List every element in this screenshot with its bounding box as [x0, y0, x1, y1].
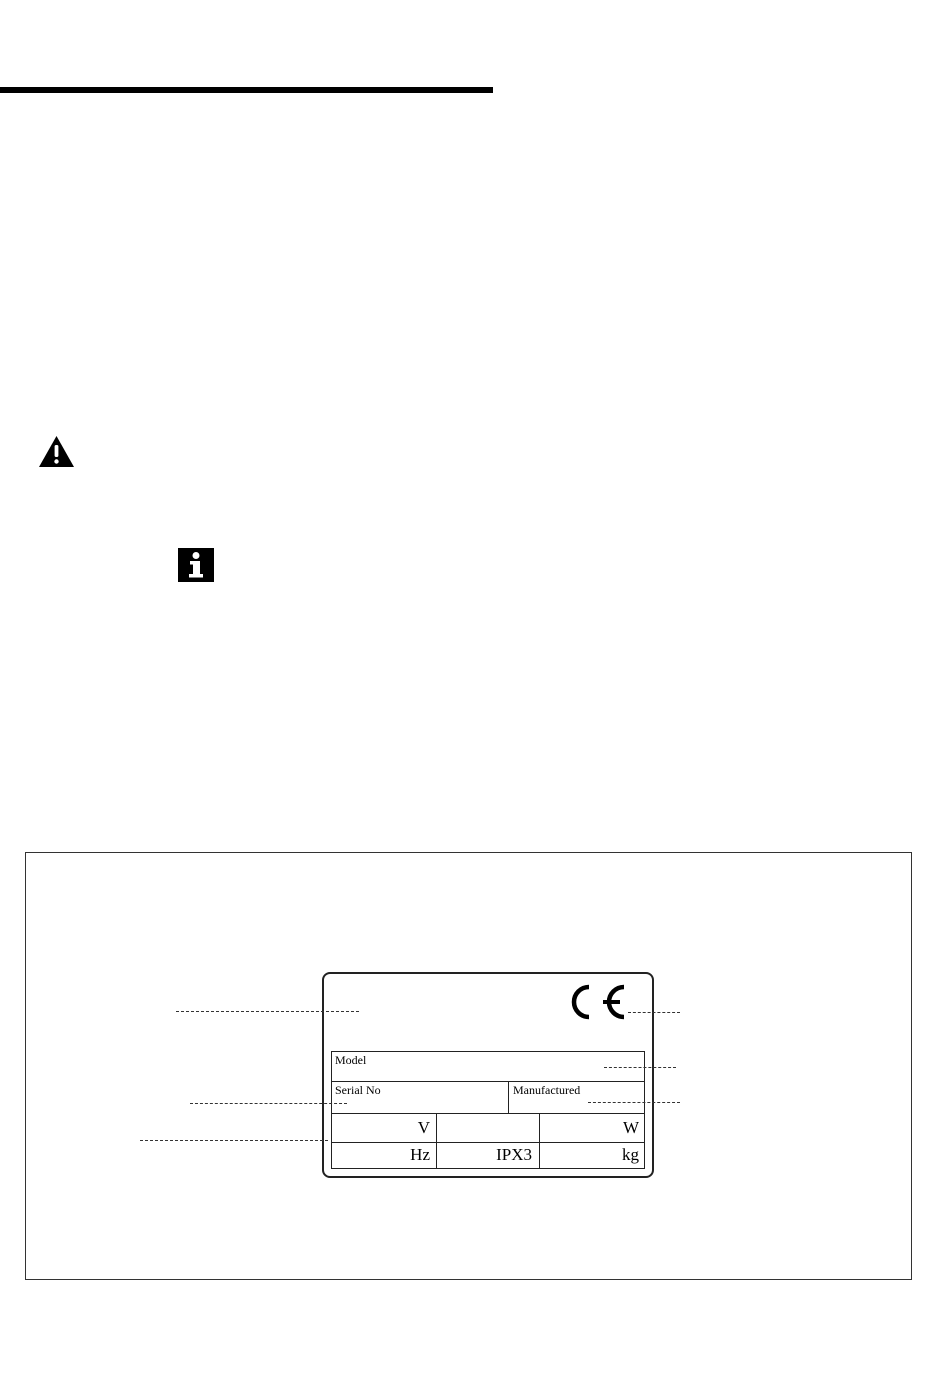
weight-unit: kg: [622, 1145, 639, 1164]
leader-line-left-1: [176, 1011, 359, 1012]
protection-rating: IPX3: [496, 1145, 532, 1164]
electrical-divider-1: [436, 1114, 437, 1142]
electrical-divider-2: [539, 1114, 540, 1142]
leader-line-left-2: [190, 1103, 347, 1104]
ce-mark: [556, 983, 630, 1021]
spec-divider-1: [436, 1143, 437, 1168]
info-icon: [178, 548, 214, 582]
model-row: [332, 1052, 644, 1082]
voltage-unit: V: [417, 1118, 430, 1137]
model-label: Model: [335, 1053, 367, 1067]
electrical-row: [332, 1114, 644, 1143]
serial-label: Serial No: [335, 1083, 381, 1097]
frequency-unit: Hz: [410, 1145, 430, 1164]
spec-row: [332, 1143, 644, 1168]
header-rule: [0, 87, 493, 93]
power-unit: W: [622, 1118, 639, 1137]
serial-divider: [508, 1082, 509, 1113]
warning-triangle-icon: [38, 435, 75, 468]
serial-row: [332, 1082, 644, 1114]
leader-line-right-2: [604, 1067, 676, 1068]
manufactured-label: Manufactured: [513, 1083, 581, 1097]
leader-line-right-1: [628, 1012, 680, 1013]
leader-line-left-3: [140, 1140, 328, 1141]
spec-divider-2: [539, 1143, 540, 1168]
leader-line-right-3: [588, 1102, 680, 1103]
rating-plate-grid: [331, 1051, 645, 1169]
